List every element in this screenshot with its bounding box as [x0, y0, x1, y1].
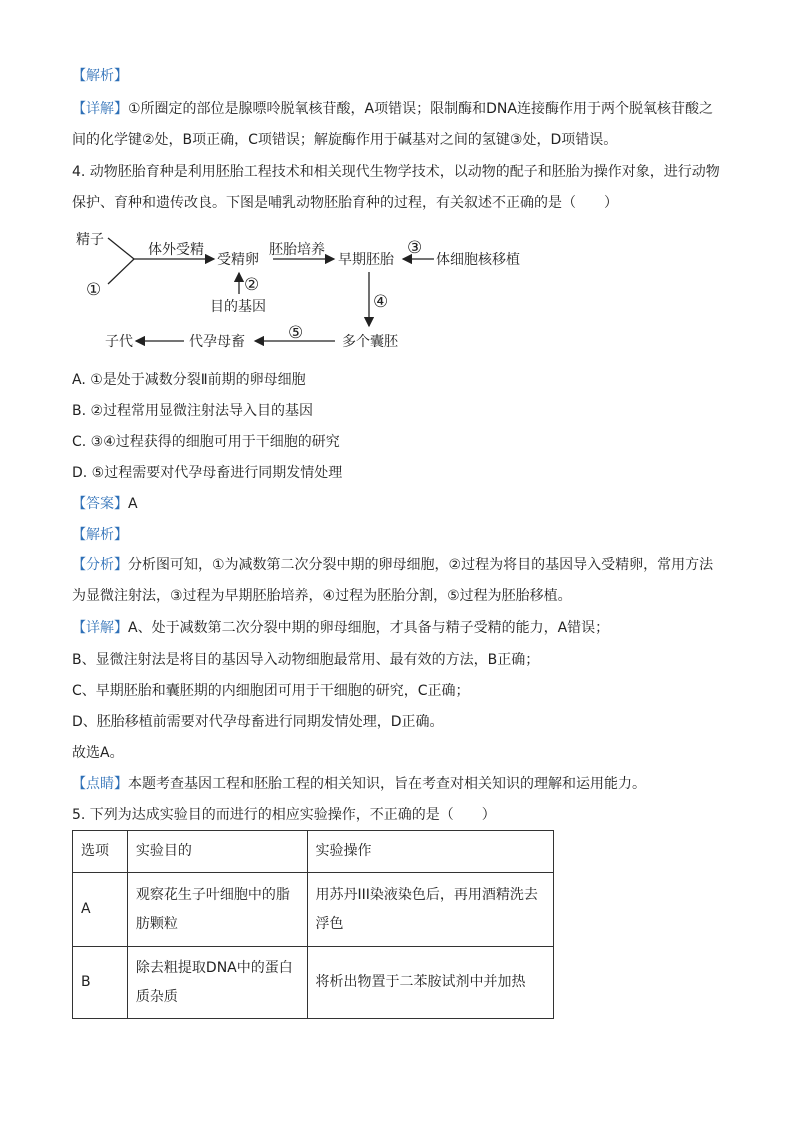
- q4-detail-text-1: A、处于减数第二次分裂中期的卵母细胞，才具备与精子受精的能力，A错误；: [128, 620, 610, 636]
- q4-stem: 4. 动物胚胎育种是利用胚胎工程技术和相关现代生物学技术，以动物的配子和胚胎为操作对象，进行动物保护、育种和遗传改良。下图是哺乳动物胚胎育种的过程，有关叙述不正确的是（ ）: [72, 164, 720, 211]
- q4-detail-line-1: [72, 618, 609, 638]
- diagram-culture-label: 胚胎培养: [269, 242, 325, 258]
- table-header-operation: 实验操作: [307, 831, 553, 873]
- q5-table: [72, 830, 554, 1019]
- diagram-branch-lower: [108, 259, 134, 284]
- diagram-offspring: 子代: [105, 334, 133, 350]
- table-header-row: [73, 831, 554, 873]
- diagram-circle-3: ③: [407, 238, 423, 258]
- table-cell-purpose: 观察花生子叶细胞中的脂肪颗粒: [127, 873, 307, 947]
- q4-detail-line-3: C、早期胚胎和囊胚期的内细胞团可用于干细胞的研究，C正确；: [72, 683, 470, 699]
- q4-detail-line-2: B、显微注射法是将目的基因导入动物细胞最常用、最有效的方法，B正确；: [72, 652, 540, 668]
- table-cell-operation: 将析出物置于二苯胺试剂中并加热: [307, 947, 553, 1019]
- diagram-circle-1: ①: [86, 280, 102, 300]
- q4-detail-line-4: D、胚胎移植前需要对代孕母畜进行同期发情处理，D正确。: [72, 714, 444, 730]
- q4-answer-value: A: [128, 496, 138, 512]
- table-row: [73, 873, 554, 947]
- diagram-circle-2: ②: [244, 275, 260, 295]
- q5-stem: 5. 下列为达成实验目的而进行的相应实验操作，不正确的是（ ）: [72, 807, 496, 823]
- diagram-zygote: 受精卵: [217, 252, 259, 268]
- diagram-circle-5: ⑤: [288, 323, 304, 343]
- q3-detail-text: ①所圈定的部位是腺嘌呤脱氧核苷酸，A项错误；限制酶和DNA连接酶作用于两个脱氧核苷酸之间的化学键②处，B项正确，C项错误；解旋酶作用于碱基对之间的氢键③处，D项错误。: [72, 101, 713, 148]
- q4-analysis-heading: 【解析】: [72, 527, 128, 543]
- q4-fenxi-text: 分析图可知，①为减数第二次分裂中期的卵母细胞，②过程为将目的基因导入受精卵，常用方法为显微注射法，③过程为早期胚胎培养，④过程为胚胎分割，⑤过程为胚胎移植。: [72, 557, 714, 604]
- table-cell-option: A: [73, 873, 128, 947]
- q4-dianjing-tag: 【点睛】: [72, 776, 128, 792]
- q4-answer: [72, 494, 138, 514]
- diagram-early-embryo: 早期胚胎: [338, 252, 394, 268]
- diagram-target-gene: 目的基因: [210, 299, 266, 315]
- diagram-somatic-nt: 体细胞核移植: [436, 252, 520, 268]
- table-cell-operation: 用苏丹III染液染色后，再用酒精洗去浮色: [307, 873, 553, 947]
- table-header-option: 选项: [73, 831, 128, 873]
- q3-detail-paragraph: [72, 94, 722, 156]
- table-cell-purpose: 除去粗提取DNA中的蛋白质杂质: [127, 947, 307, 1019]
- q4-fenxi-paragraph: [72, 550, 722, 612]
- diagram-surrogate: 代孕母畜: [189, 334, 245, 350]
- diagram-circle-4: ④: [373, 292, 389, 312]
- q3-analysis-heading: 【解析】: [72, 68, 128, 84]
- embryo-breeding-diagram: [72, 222, 542, 357]
- q3-detail-tag: 【详解】: [72, 101, 128, 117]
- diagram-sperm: 精子: [76, 232, 104, 248]
- table-row: [73, 947, 554, 1019]
- diagram-blastocysts: 多个囊胚: [342, 334, 398, 350]
- q4-fenxi-tag: 【分析】: [72, 557, 128, 573]
- table-header-purpose: 实验目的: [127, 831, 307, 873]
- q4-answer-tag: 【答案】: [72, 496, 128, 512]
- q4-option-c: C. ③④过程获得的细胞可用于干细胞的研究: [72, 434, 340, 450]
- q4-detail-tag: 【详解】: [72, 620, 128, 636]
- q4-choose: 故选A。: [72, 745, 124, 761]
- diagram-branch-upper: [108, 238, 134, 259]
- table-cell-option: B: [73, 947, 128, 1019]
- q4-option-a: A. ①是处于减数分裂Ⅱ前期的卵母细胞: [72, 372, 306, 388]
- q4-option-d: D. ⑤过程需要对代孕母畜进行同期发情处理: [72, 465, 343, 481]
- q4-option-b: B. ②过程常用显微注射法导入目的基因: [72, 403, 314, 419]
- q4-dianjing: [72, 774, 646, 794]
- diagram-ivf-label: 体外受精: [148, 242, 204, 258]
- q4-dianjing-text: 本题考查基因工程和胚胎工程的相关知识，旨在考查对相关知识的理解和运用能力。: [128, 776, 646, 792]
